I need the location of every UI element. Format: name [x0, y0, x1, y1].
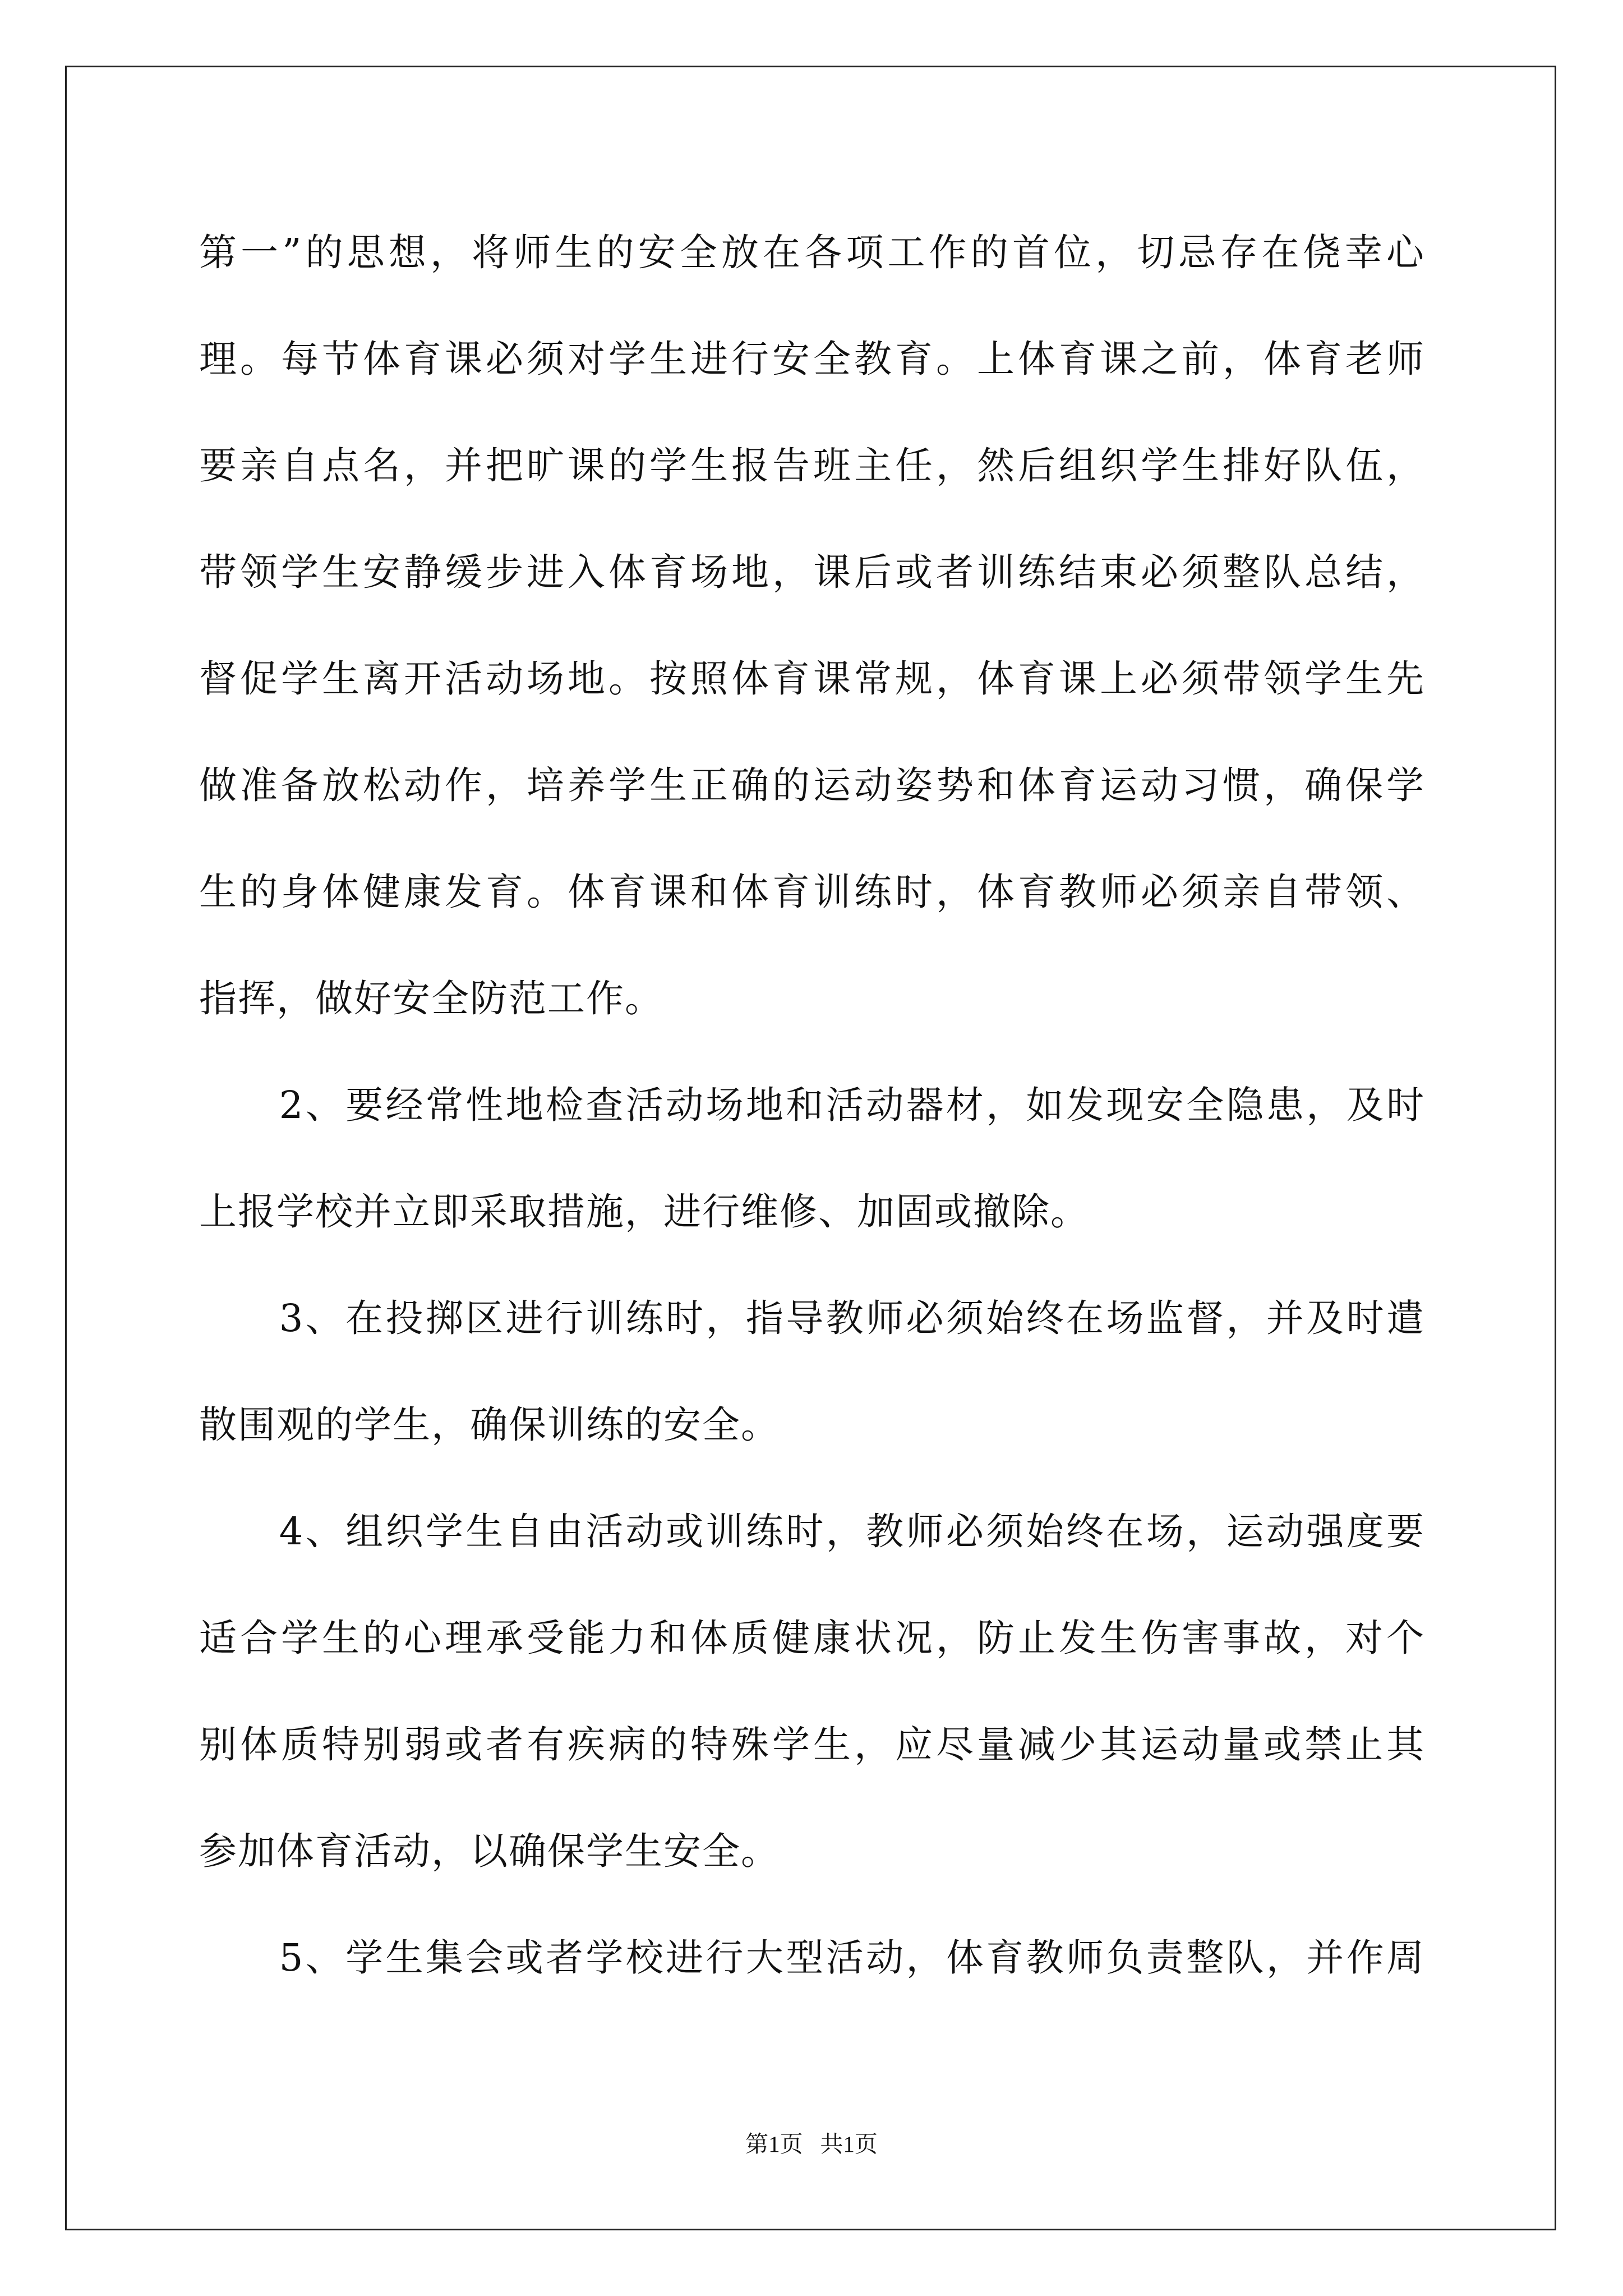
body-text-line: 3、在投掷区进行训练时，指导教师必须始终在场监督，并及时遣 [199, 1296, 1425, 1340]
body-text-line: 理。每节体育课必须对学生进行安全教育。上体育课之前，体育老师 [199, 337, 1425, 381]
body-text-line: 指挥，做好安全防范工作。 [199, 977, 663, 1020]
body-text-line: 5、学生集会或者学校进行大型活动，体育教师负责整队，并作周 [199, 1936, 1425, 1980]
body-text-line: 适合学生的心理承受能力和体质健康状况，防止发生伤害事故，对个 [199, 1616, 1425, 1660]
body-text-line: 带领学生安静缓步进入体育场地，课后或者训练结束必须整队总结， [199, 550, 1425, 594]
body-text-line: 上报学校并立即采取措施，进行维修、加固或撤除。 [199, 1190, 1089, 1234]
body-text-line: 散围观的学生，确保训练的安全。 [199, 1403, 780, 1447]
body-text-line: 做准备放松动作，培养学生正确的运动姿势和体育运动习惯，确保学 [199, 763, 1425, 807]
body-text-line: 参加体育活动，以确保学生安全。 [199, 1829, 780, 1873]
body-text-line: 4、组织学生自由活动或训练时，教师必须始终在场，运动强度要 [199, 1510, 1425, 1553]
body-text-line: 2、要经常性地检查活动场地和活动器材，如发现安全隐患，及时 [199, 1083, 1425, 1127]
body-text-line: 督促学生离开活动场地。按照体育课常规，体育课上必须带领学生先 [199, 657, 1425, 701]
body-text-line: 第一”的思想，将师生的安全放在各项工作的首位，切忌存在侥幸心 [199, 231, 1425, 274]
body-text-line: 要亲自点名，并把旷课的学生报告班主任，然后组织学生排好队伍， [199, 444, 1425, 487]
body-text-line: 生的身体健康发育。体育课和体育训练时，体育教师必须亲自带领、 [199, 870, 1425, 914]
page-footer: 第1页 共1页 [745, 2131, 878, 2157]
body-text-line: 别体质特别弱或者有疾病的特殊学生，应尽量减少其运动量或禁止其 [199, 1723, 1425, 1766]
